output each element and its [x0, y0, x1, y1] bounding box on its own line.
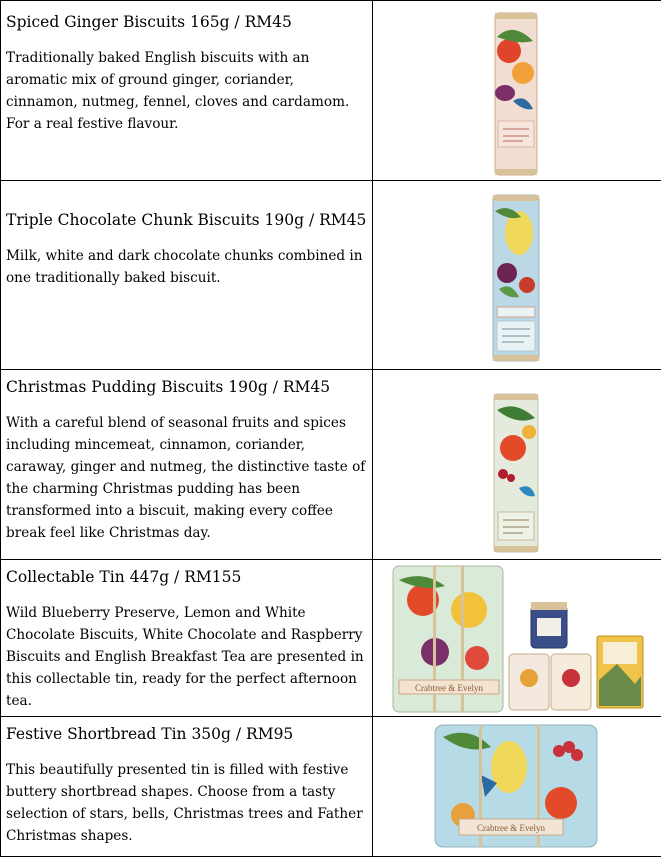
product-row	[1, 560, 661, 717]
brand-label: Crabtree & Evelyn	[477, 823, 545, 833]
product-text-cell	[1, 560, 373, 717]
product-title: Christmas Pudding Biscuits 190g / RM45	[6, 378, 331, 396]
product-row	[1, 717, 661, 857]
product-text-cell	[1, 717, 373, 857]
collectable-tin-image	[373, 560, 661, 717]
product-title: Festive Shortbread Tin 350g / RM95	[6, 725, 294, 743]
christmas-pudding-tin-image	[373, 370, 661, 560]
festive-shortbread-tin-image	[373, 717, 661, 857]
product-text-cell	[1, 1, 373, 181]
product-image-cell	[373, 1, 661, 181]
triple-chocolate-tin-image	[373, 181, 661, 370]
product-image-cell	[373, 717, 661, 857]
brand-label: Crabtree & Evelyn	[415, 683, 483, 693]
product-title: Collectable Tin 447g / RM155	[6, 568, 242, 586]
product-title: Spiced Ginger Biscuits 165g / RM45	[6, 13, 292, 31]
product-image-cell	[373, 370, 661, 560]
product-image-cell	[373, 560, 661, 717]
spiced-ginger-tin-image	[373, 1, 661, 181]
product-row	[1, 181, 661, 370]
product-image-cell	[373, 181, 661, 370]
product-text-cell	[1, 181, 373, 370]
product-row	[1, 1, 661, 181]
product-text-cell	[1, 370, 373, 560]
product-description: Milk, white and dark chocolate chunks combined in one traditionally baked biscuit.	[6, 248, 363, 286]
product-description: Wild Blueberry Preserve, Lemon and White Chocolate Biscuits, White Chocolate and Raspberry Biscuits and English Breakfast Tea are presented in this collectable tin, ready for the perfect afternoon tea.	[6, 605, 364, 709]
product-description: This beautifully presented tin is filled with festive buttery shortbread shapes. Choose from a tasty selection of stars, bells, Christmas trees and Father Christmas shapes.	[6, 762, 363, 844]
product-description: Traditionally baked English biscuits with an aromatic mix of ground ginger, coriander, cinnamon, nutmeg, fennel, cloves and cardamom. For a real festive flavour.	[6, 50, 350, 132]
product-description: With a careful blend of seasonal fruits and spices including mincemeat, cinnamon, coriander, caraway, ginger and nutmeg, the distinctive taste of the charming Christmas pudding has been transformed into a biscuit, making every coffee break feel like Christmas day.	[6, 415, 366, 541]
product-title: Triple Chocolate Chunk Biscuits 190g / RM45	[6, 211, 367, 229]
product-row	[1, 370, 661, 560]
